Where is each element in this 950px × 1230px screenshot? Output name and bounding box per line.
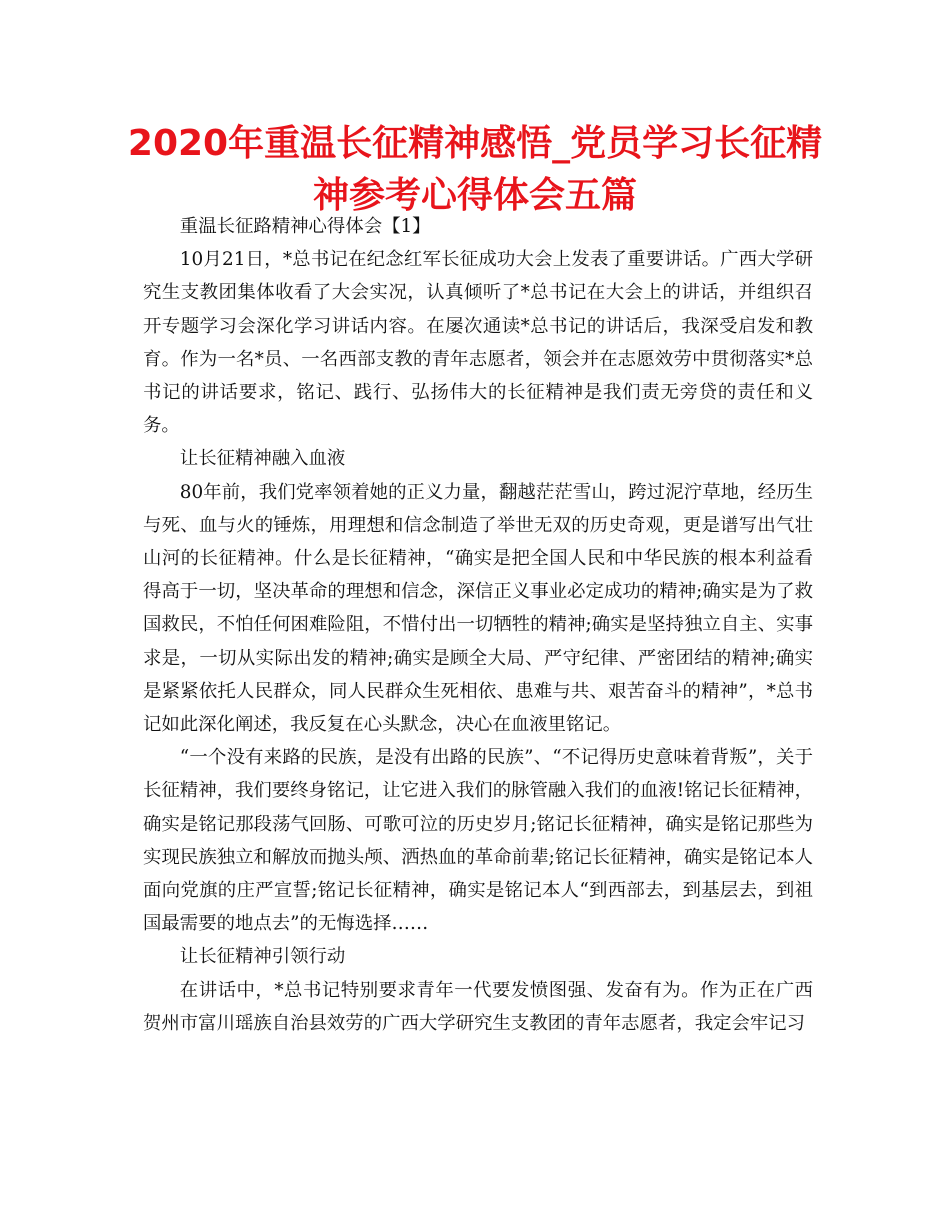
section-heading: 让长征精神融入血液: [179, 448, 346, 470]
section-heading: 让长征精神引领行动: [179, 946, 346, 968]
body-paragraph: “一个没有来路的民族，是没有出路的民族”、“不记得历史意味着背叛”，关于长征精神，我们要终身铭记，让它进入我们的脉管融入我们的血液!铭记长征精神，确实是铭记那段荡气回肠、可歌可泣的历史岁月;铭记长征精神，确实是铭记那些为实现民族独立和解放而抛头颅、洒热血的革命前辈;铭记长征精神，确实是铭记本人面向党旗的庄严宣誓;铭记长征精神，确实是铭记本人“到西部去，到基层去，到祖国最需要的地点去”的无悔选择……: [143, 747, 813, 935]
body-paragraph: 80年前，我们党率领着她的正义力量，翻越茫茫雪山，跨过泥泞草地，经历生与死、血与火的锤炼，用理想和信念制造了举世无双的历史奇观，更是谱写出气壮山河的长征精神。什么是长征精神，“确实是把全国人民和中华民族的根本利益看得高于一切，坚决革命的理想和信念，深信正义事业必定成功的精神;确实是为了救国救民，不怕任何困难险阻，不惜付出一切牺牲的精神;确实是坚持独立自主、实事求是，一切从实际出发的精神;确实是顾全大局、严守纪律、严密团结的精神;确实是紧紧依托人民群众，同人民群众生死相依、患难与共、艰苦奋斗的精神”，*总书记如此深化阐述，我反复在心头默念，决心在血液里铭记。: [143, 481, 813, 736]
body-paragraph: 10月21日，*总书记在纪念红军长征成功大会上发表了重要讲话。广西大学研究生支教团集体收看了大会实况，认真倾听了*总书记在大会上的讲话，并组织召开专题学习会深化学习讲话内容。在屡次通读*总书记的讲话后，我深受启发和教育。作为一名*员、一名西部支教的青年志愿者，领会并在志愿效劳中贯彻落实*总书记的讲话要求，铭记、践行、弘扬伟大的长征精神是我们责无旁贷的责任和义务。: [143, 249, 813, 437]
document-body: [143, 210, 813, 1040]
document-title: 2020年重温长征精神感悟_党员学习长征精神参考心得体会五篇: [127, 123, 823, 216]
section-heading: 重温长征路精神心得体会【1】: [179, 216, 431, 237]
body-paragraph: 在讲话中，*总书记特别要求青年一代要发愤图强、发奋有为。作为正在广西贺州市富川瑶族自治县效劳的广西大学研究生支教团的青年志愿者，我定会牢记习: [143, 979, 813, 1034]
